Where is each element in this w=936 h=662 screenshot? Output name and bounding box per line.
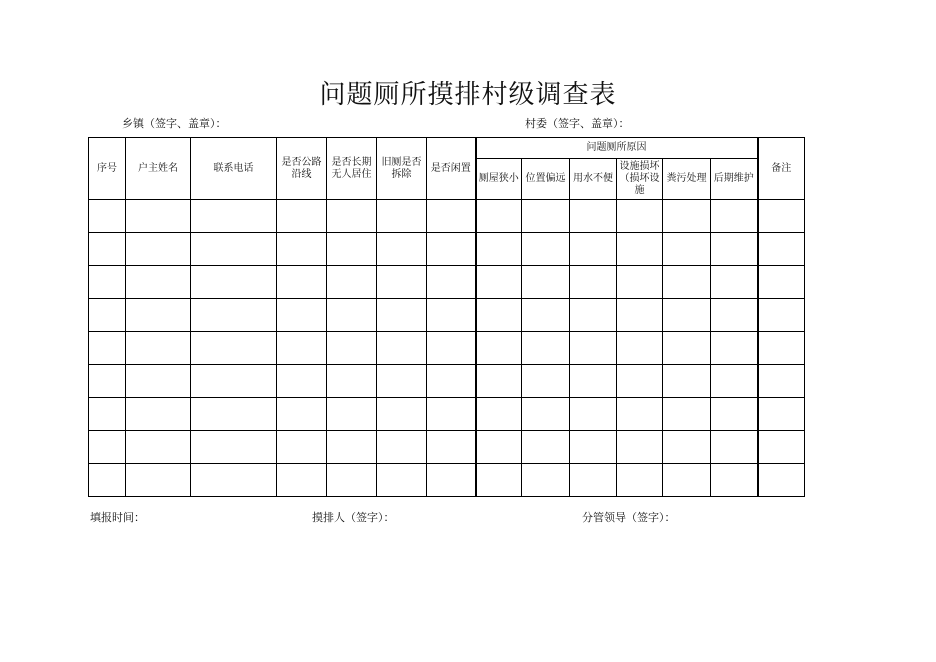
table-cell[interactable]	[126, 233, 191, 266]
page-title: 问题厕所摸排村级调查表	[319, 80, 617, 110]
table-cell[interactable]	[476, 332, 522, 365]
table-cell[interactable]	[476, 398, 522, 431]
table-cell[interactable]	[476, 200, 522, 233]
table-cell[interactable]	[758, 464, 805, 497]
table-cell[interactable]	[617, 464, 663, 497]
leader-signature-label: 分管领导（签字）：	[582, 511, 676, 524]
header-reason-waste: 粪污处理	[663, 159, 711, 200]
table-cell[interactable]	[476, 266, 522, 299]
header-old-toilet-demolished: 旧厕是否拆除	[377, 138, 427, 200]
table-cell[interactable]	[126, 365, 191, 398]
village-signature-label: 村委（签字、盖章）：	[525, 117, 630, 130]
table-cell[interactable]	[427, 233, 476, 266]
table-cell[interactable]	[663, 398, 711, 431]
table-cell[interactable]	[617, 266, 663, 299]
table-cell[interactable]	[711, 332, 758, 365]
table-cell[interactable]	[327, 431, 377, 464]
table-row	[89, 200, 805, 233]
table-cell[interactable]	[663, 299, 711, 332]
table-cell[interactable]	[476, 365, 522, 398]
table-cell[interactable]	[711, 398, 758, 431]
table-cell[interactable]	[617, 233, 663, 266]
table-cell[interactable]	[758, 365, 805, 398]
table-cell[interactable]	[663, 200, 711, 233]
table-cell[interactable]	[427, 200, 476, 233]
table-cell[interactable]	[191, 233, 277, 266]
table-cell[interactable]	[377, 200, 427, 233]
table-cell[interactable]	[617, 398, 663, 431]
table-cell[interactable]	[617, 332, 663, 365]
table-cell[interactable]	[663, 233, 711, 266]
table-cell[interactable]	[427, 332, 476, 365]
table-cell[interactable]	[570, 299, 617, 332]
table-cell[interactable]	[663, 464, 711, 497]
table-cell[interactable]	[758, 431, 805, 464]
table-cell[interactable]	[427, 431, 476, 464]
town-signature-label: 乡镇（签字、盖章）：	[122, 117, 227, 130]
table-cell[interactable]	[277, 332, 327, 365]
table-cell[interactable]	[89, 431, 126, 464]
header-remark: 备注	[758, 138, 805, 200]
table-row	[89, 332, 805, 365]
table-cell[interactable]	[663, 332, 711, 365]
table-cell[interactable]	[126, 200, 191, 233]
table-cell[interactable]	[711, 200, 758, 233]
table-cell[interactable]	[126, 398, 191, 431]
table-cell[interactable]	[191, 332, 277, 365]
table-cell[interactable]	[617, 431, 663, 464]
table-cell[interactable]	[191, 431, 277, 464]
table-cell[interactable]	[277, 233, 327, 266]
table-cell[interactable]	[711, 365, 758, 398]
table-cell[interactable]	[327, 200, 377, 233]
header-seq: 序号	[89, 138, 126, 200]
table-cell[interactable]	[89, 200, 126, 233]
table-cell[interactable]	[126, 266, 191, 299]
table-cell[interactable]	[327, 266, 377, 299]
table-cell[interactable]	[570, 332, 617, 365]
table-cell[interactable]	[427, 398, 476, 431]
table-cell[interactable]	[663, 266, 711, 299]
table-cell[interactable]	[277, 398, 327, 431]
table-cell[interactable]	[327, 299, 377, 332]
table-cell[interactable]	[377, 266, 427, 299]
table-cell[interactable]	[522, 233, 570, 266]
table-cell[interactable]	[522, 266, 570, 299]
table-cell[interactable]	[522, 332, 570, 365]
table-cell[interactable]	[377, 332, 427, 365]
table-row	[89, 431, 805, 464]
header-reason-cramped: 厕屋狭小	[476, 159, 522, 200]
fill-date-label: 填报时间：	[90, 511, 145, 524]
header-owner-name: 户主姓名	[126, 138, 191, 200]
table-cell[interactable]	[711, 233, 758, 266]
table-row	[89, 365, 805, 398]
table-cell[interactable]	[126, 431, 191, 464]
table-cell[interactable]	[617, 365, 663, 398]
table-cell[interactable]	[327, 398, 377, 431]
table-cell[interactable]	[758, 200, 805, 233]
table-cell[interactable]	[663, 431, 711, 464]
table-cell[interactable]	[617, 200, 663, 233]
table-cell[interactable]	[377, 299, 427, 332]
table-cell[interactable]	[377, 464, 427, 497]
table-cell[interactable]	[277, 299, 327, 332]
table-cell[interactable]	[89, 332, 126, 365]
header-idle: 是否闲置	[427, 138, 476, 200]
table-cell[interactable]	[522, 464, 570, 497]
table-cell[interactable]	[522, 365, 570, 398]
header-reason-maintenance: 后期维护	[711, 159, 758, 200]
header-reason-group: 问题厕所原因	[476, 138, 758, 159]
table-cell[interactable]	[758, 233, 805, 266]
table-row	[89, 299, 805, 332]
table-cell[interactable]	[427, 299, 476, 332]
table-cell[interactable]	[570, 233, 617, 266]
table-cell[interactable]	[327, 365, 377, 398]
table-cell[interactable]	[570, 464, 617, 497]
table-cell[interactable]	[89, 266, 126, 299]
table-cell[interactable]	[126, 299, 191, 332]
table-cell[interactable]	[427, 464, 476, 497]
table-row	[89, 266, 805, 299]
table-row	[89, 398, 805, 431]
header-along-road: 是否公路沿线	[277, 138, 327, 200]
table-cell[interactable]	[570, 200, 617, 233]
table-cell[interactable]	[377, 431, 427, 464]
table-cell[interactable]	[617, 299, 663, 332]
table-cell[interactable]	[663, 365, 711, 398]
table-cell[interactable]	[277, 365, 327, 398]
table-cell[interactable]	[277, 431, 327, 464]
table-cell[interactable]	[327, 464, 377, 497]
header-reason-remote: 位置偏远	[522, 159, 570, 200]
table-cell[interactable]	[711, 266, 758, 299]
table-cell[interactable]	[476, 233, 522, 266]
table-cell[interactable]	[191, 266, 277, 299]
table-cell[interactable]	[89, 365, 126, 398]
table-cell[interactable]	[327, 233, 377, 266]
table-cell[interactable]	[570, 266, 617, 299]
table-cell[interactable]	[427, 365, 476, 398]
table-cell[interactable]	[191, 365, 277, 398]
table-cell[interactable]	[277, 200, 327, 233]
table-cell[interactable]	[758, 398, 805, 431]
table-cell[interactable]	[191, 464, 277, 497]
table-cell[interactable]	[277, 266, 327, 299]
table-cell[interactable]	[191, 200, 277, 233]
header-phone: 联系电话	[191, 138, 277, 200]
table-cell[interactable]	[758, 299, 805, 332]
table-cell[interactable]	[570, 365, 617, 398]
table-cell[interactable]	[377, 233, 427, 266]
table-cell[interactable]	[89, 233, 126, 266]
table-cell[interactable]	[711, 431, 758, 464]
table-cell[interactable]	[711, 464, 758, 497]
inspector-signature-label: 摸排人（签字）：	[312, 511, 395, 524]
table-cell[interactable]	[758, 266, 805, 299]
table-cell[interactable]	[191, 299, 277, 332]
table-cell[interactable]	[427, 266, 476, 299]
table-cell[interactable]	[476, 431, 522, 464]
table-cell[interactable]	[277, 464, 327, 497]
table-cell[interactable]	[191, 398, 277, 431]
header-reason-damaged: 设施损坏（损坏设施	[617, 159, 663, 200]
table-cell[interactable]	[522, 299, 570, 332]
table-cell[interactable]	[570, 431, 617, 464]
table-cell[interactable]	[522, 200, 570, 233]
table-cell[interactable]	[522, 431, 570, 464]
survey-table	[88, 137, 805, 497]
table-cell[interactable]	[89, 398, 126, 431]
table-cell[interactable]	[377, 398, 427, 431]
table-cell[interactable]	[758, 332, 805, 365]
table-cell[interactable]	[126, 332, 191, 365]
table-cell[interactable]	[570, 398, 617, 431]
table-cell[interactable]	[89, 464, 126, 497]
table-cell[interactable]	[476, 299, 522, 332]
table-cell[interactable]	[126, 464, 191, 497]
table-row	[89, 233, 805, 266]
header-long-vacant: 是否长期无人居住	[327, 138, 377, 200]
table-cell[interactable]	[476, 464, 522, 497]
table-cell[interactable]	[377, 365, 427, 398]
table-cell[interactable]	[327, 332, 377, 365]
table-cell[interactable]	[89, 299, 126, 332]
table-cell[interactable]	[522, 398, 570, 431]
table-cell[interactable]	[711, 299, 758, 332]
table-row	[89, 464, 805, 497]
header-reason-water: 用水不便	[570, 159, 617, 200]
